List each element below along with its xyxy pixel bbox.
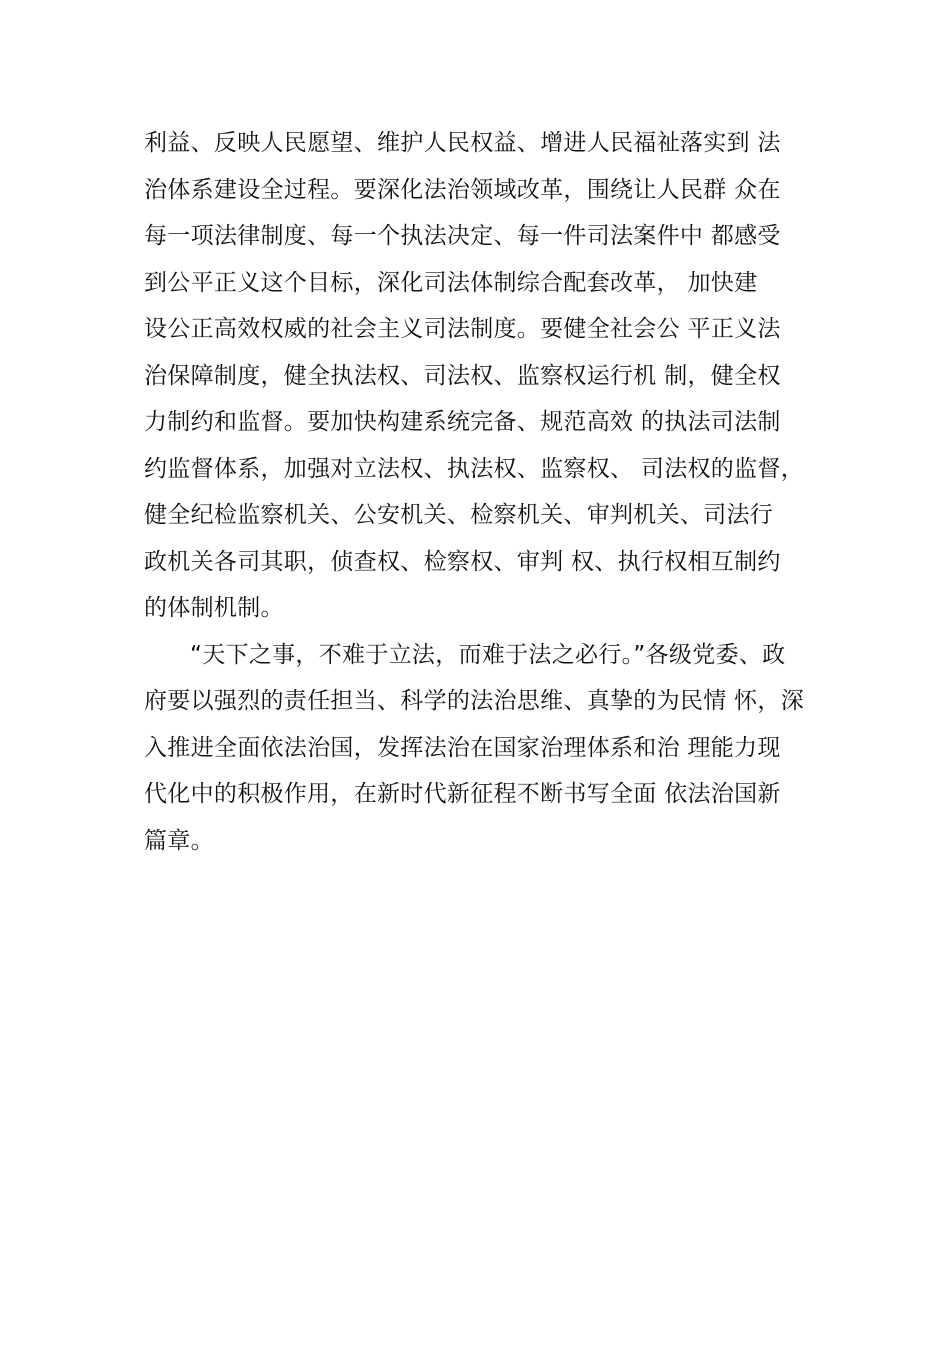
- text-line: 入推进全面依法治国，发挥法治在国家治理体系和治 理能力现: [144, 734, 781, 761]
- text-line: 约监督体系，加强对立法权、执法权、监察权、 司法权的监督，: [144, 455, 805, 482]
- text-line: “天下之事，不难于立法，而难于法之必行。”各级党委、政: [190, 641, 786, 668]
- text-line: 利益、反映人民愿望、维护人民权益、增进人民福祉落实到 法: [144, 130, 781, 156]
- text-line: 篇章。: [144, 827, 214, 854]
- text-line: 代化中的积极作用，在新时代新征程不断书写全面 依法治国新: [144, 781, 781, 807]
- text-line: 治保障制度，健全执法权、司法权、监察权运行机 制，健全权: [144, 362, 781, 389]
- text-line: 设公正高效权威的社会主义司法制度。要健全社会公 平正义法: [144, 316, 781, 342]
- document-body: [144, 120, 834, 864]
- text-line: 每一项法律制度、每一个执法决定、每一件司法案件中 都感受: [144, 223, 781, 249]
- text-line: 的体制机制。: [144, 595, 284, 621]
- text-line: 力制约和监督。要加快构建系统完备、规范高效 的执法司法制: [144, 409, 781, 435]
- paragraph-1: [144, 120, 834, 632]
- paragraph-2: [144, 632, 834, 865]
- text-line: 府要以强烈的责任担当、科学的法治思维、真挚的为民情 怀，深: [144, 688, 805, 714]
- text-line: 到公平正义这个目标，深化司法体制综合配套改革， 加快建: [144, 269, 758, 296]
- text-line: 政机关各司其职，侦查权、检察权、审判 权、执行权相互制约: [144, 548, 781, 575]
- text-line: 健全纪检监察机关、公安机关、检察机关、审判机关、司法行: [144, 502, 774, 528]
- text-line: 治体系建设全过程。要深化法治领域改革，围绕让人民群 众在: [144, 176, 781, 203]
